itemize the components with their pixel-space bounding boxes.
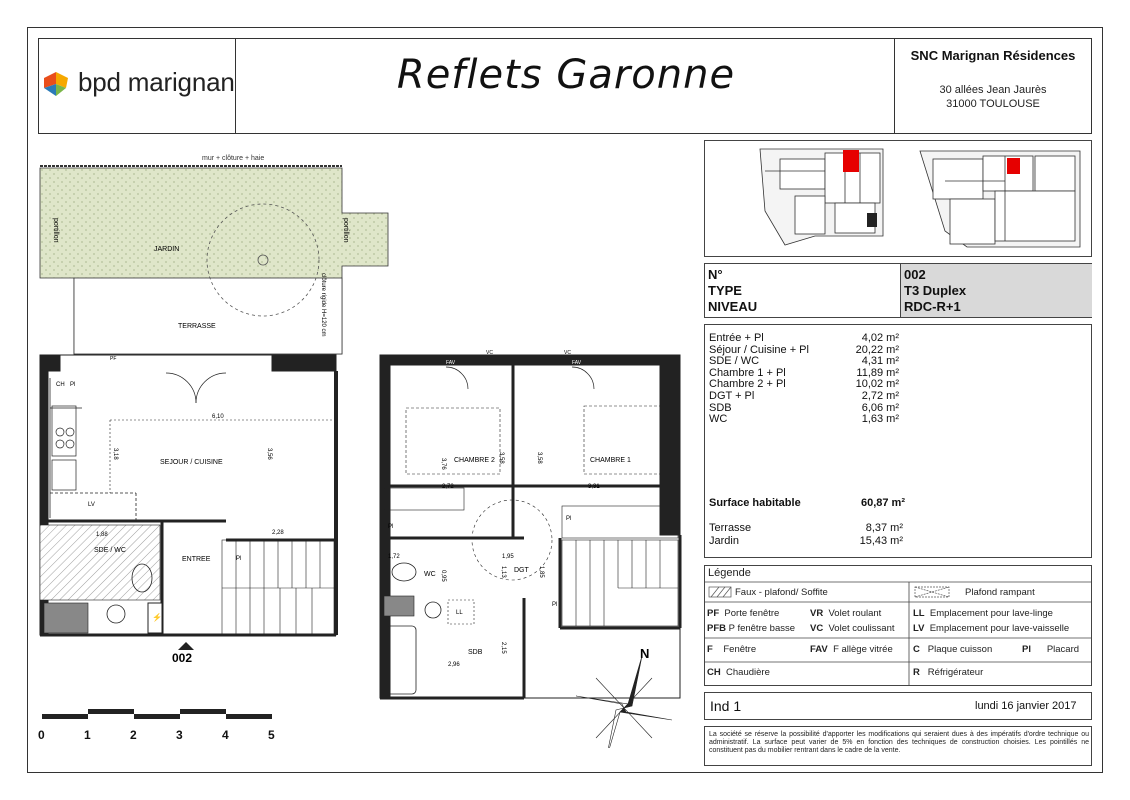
dim-ch2-width: 2,72	[442, 484, 454, 490]
legend-item-pl: Pl Placard	[1022, 644, 1080, 655]
project-title: Reflets Garonne	[396, 52, 736, 98]
pl-code: Pl	[70, 382, 76, 388]
lot-highlight-r1	[1007, 158, 1020, 174]
legend-item-vc: VC Volet coulissant	[810, 623, 895, 634]
cloture-label: clôture rigide H=120 cm	[320, 273, 326, 337]
dim-sdb: 2,96	[448, 662, 460, 668]
room-name: Chambre 1 + Pl	[709, 366, 786, 379]
jardin-label: JARDIN	[154, 246, 180, 253]
room-list	[709, 333, 899, 426]
rampant-swatch	[915, 587, 949, 597]
legend-item-ch: CH Chaudière	[707, 667, 770, 678]
lot-number: 002	[904, 267, 926, 282]
dim-dgt-h: 1,13	[500, 566, 506, 578]
room-row	[709, 391, 899, 403]
legend-item-r: R Réfrigérateur	[913, 667, 984, 678]
room-row	[709, 414, 899, 426]
scale-3: 3	[176, 728, 183, 742]
entry-pl-code: Pl	[236, 556, 242, 562]
dim-wc-h: 0,95	[440, 570, 446, 582]
address-line-1: 30 allées Jean Jaurès	[939, 84, 1047, 96]
room-area: 4,02 m²	[861, 332, 899, 344]
surface-habitable	[709, 497, 905, 509]
scale-2: 2	[130, 728, 137, 742]
room-name: Séjour / Cuisine + Pl	[709, 343, 809, 356]
dim-dgt-h2: 1,85	[538, 566, 544, 578]
room-name: Chambre 2 + Pl	[709, 378, 786, 391]
dim-ch1-height: 3,58	[536, 452, 542, 464]
address-line-2: 31000 TOULOUSE	[946, 98, 1040, 110]
revision-date: lundi 16 janvier 2017	[975, 700, 1077, 712]
location-plan-box	[704, 140, 1092, 257]
r1-pl-code-right: Pl	[566, 516, 572, 522]
legend-item-f: F Fenêtre	[707, 644, 757, 655]
legend-item-lv: LV Emplacement pour lave-vaisselle	[913, 623, 1070, 634]
scale-5: 5	[268, 728, 275, 742]
fav-code-right: FAV	[572, 360, 582, 366]
bpd-logo-icon	[40, 66, 72, 98]
room-name: WC	[709, 413, 728, 426]
legend-plafond-rampant: Plafond rampant	[965, 587, 1035, 598]
dim-ch1-width: 3,31	[588, 484, 600, 490]
scale-4: 4	[222, 728, 229, 742]
lot-label-type: TYPE	[708, 283, 742, 298]
lot-label-number: N°	[708, 267, 723, 282]
location-plans	[705, 141, 1091, 256]
exterior-list	[709, 522, 903, 548]
plan-top-label: mur + clôture + haie	[202, 155, 265, 162]
r1-pl-code-dgt: Pl	[552, 602, 558, 608]
surface-value: 60,87 m²	[860, 497, 905, 509]
dim-sde: 1,88	[96, 532, 108, 538]
lot-type: T3 Duplex	[904, 283, 967, 298]
lv-code: LV	[88, 502, 95, 508]
r1-outline	[380, 355, 680, 698]
fav-code-left: FAV	[446, 360, 456, 366]
dim-sejour-h1: 3,18	[112, 448, 118, 460]
logo	[40, 62, 235, 102]
room-row	[709, 333, 899, 345]
dim-sejour-width: 6,10	[212, 414, 224, 420]
dim-entry: 2,28	[272, 530, 284, 536]
dim-ch2-height: 3,76	[440, 458, 446, 470]
room-area: 20,22 m²	[855, 343, 899, 356]
title-separator	[235, 39, 236, 133]
dim-ch2-height-b: 3,58	[498, 452, 504, 464]
legend-item-ll: LL Emplacement pour lave-linge	[913, 608, 1053, 619]
scale-1: 1	[84, 728, 91, 742]
exterior-row: Jardin 15,43 m²	[709, 535, 903, 547]
chambre1-label: CHAMBRE 1	[590, 457, 631, 464]
legend-item-pf: PF Porte fenêtre	[707, 608, 780, 619]
portillon-label-right: portillon	[342, 218, 349, 243]
revision-index: Ind 1	[710, 698, 742, 714]
room-name: SDB	[709, 401, 732, 414]
terrasse-label: TERRASSE	[178, 323, 216, 330]
room-area: 11,89 m²	[856, 366, 899, 379]
exterior-row: Terrasse 8,37 m²	[709, 522, 903, 534]
sejour-label: SEJOUR / CUISINE	[160, 459, 223, 466]
ch-code: CH	[56, 382, 65, 388]
sde-label: SDE / WC	[94, 547, 126, 554]
chambre2-label: CHAMBRE 2	[454, 457, 495, 464]
lot-highlight-rdc	[843, 150, 859, 172]
dim-dgt: 1,95	[502, 554, 514, 560]
dgt-label: DGT	[514, 567, 529, 574]
pf-code: PF	[110, 356, 117, 362]
lot-label-level: NIVEAU	[708, 299, 758, 314]
ll-code: LL	[456, 610, 463, 616]
north-label: N	[640, 646, 650, 661]
disclaimer-text: La société se réserve la possibilité d'apporter les modifications qui seraient dues à des impératifs d'ordre technique ou administratif. La surface peut varier de 5% en fonction des techniques de construction choisies. Les pointillés ne constituent pas du mobilier rentrant dans le cadre de la vente.	[709, 731, 1089, 755]
legend-item-c: C Plaque cuisson	[913, 644, 993, 655]
portillon-label: portillon	[52, 218, 59, 243]
legend-item-pfb: PFB P fenêtre basse	[707, 623, 796, 634]
room-name: DGT + Pl	[709, 389, 755, 402]
electric-icon: ⚡	[152, 613, 162, 622]
legend-faux-plafond: Faux - plafond/ Soffite	[735, 587, 828, 598]
r1-pl-code-left: Pl	[388, 524, 394, 530]
scale-0: 0	[38, 728, 45, 742]
dim-wc: 1,72	[388, 554, 400, 560]
logo-text: bpd marignan	[78, 66, 235, 97]
room-name: SDE / WC	[709, 355, 760, 368]
scale-bar	[42, 709, 272, 719]
lot-marker-icon	[178, 642, 194, 650]
vc-code-right: VC	[564, 350, 571, 356]
legend-item-fav: FAV F allège vitrée	[810, 644, 893, 655]
vc-code-left: VC	[486, 350, 493, 356]
room-area: 4,31 m²	[861, 355, 899, 368]
north-arrow-icon	[576, 656, 672, 748]
legend-item-vr: VR Volet roulant	[810, 608, 882, 619]
lot-level: RDC-R+1	[904, 299, 961, 314]
wc-label: WC	[424, 571, 436, 578]
room-area: 6,06 m²	[861, 401, 899, 414]
floor-plans	[36, 148, 696, 748]
entree-label: ENTREE	[182, 556, 211, 563]
lot-tag: 002	[172, 651, 193, 665]
room-area: 10,02 m²	[855, 378, 899, 391]
sdb-label: SDB	[468, 649, 483, 656]
dim-sejour-h2: 3,56	[266, 448, 272, 460]
room-area: 2,72 m²	[861, 389, 899, 402]
surface-label: Surface habitable	[709, 497, 801, 509]
room-area: 1,63 m²	[861, 413, 899, 426]
company-name: SNC Marignan Résidences	[910, 48, 1076, 63]
legend-title: Légende	[708, 567, 751, 579]
hatch-swatch	[709, 587, 731, 597]
room-name: Entrée + Pl	[709, 332, 764, 344]
dim-sdb-h: 2,15	[500, 642, 506, 654]
terrace-area	[74, 278, 342, 354]
